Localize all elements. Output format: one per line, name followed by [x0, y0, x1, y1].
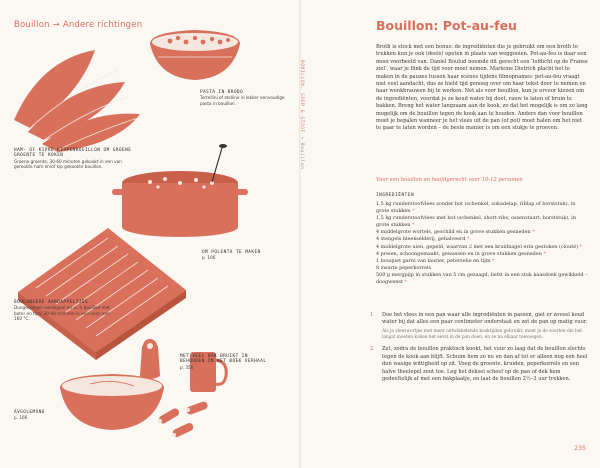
caption-ham — [14, 148, 134, 170]
caption-polenta-text: p. 106 — [202, 255, 216, 261]
ingredient-item: 1 bouquet garni van laurier, peterselie en tijm * — [376, 257, 495, 264]
pasta-bowl-illustration — [150, 30, 240, 80]
caption-avgolemono-text: p. 166 — [14, 415, 28, 421]
step-text: Zet, zodra de bouillon praktisch kookt, het vuur zo laag dat de bouillon slechts tegen de kook aan blijft. Schuim hem zo nu en dan af tot er alleen nog een heel dun wasige wittigheid op zit. Voeg de groente, kruiden, peperkorrels en een halve theelepel zout toe. Leg het deksel scheef op de pan of dek hem gedeeltelijk af met een bakplaatje, en laat de bouillon 2½–3 uur trekken. — [382, 346, 588, 383]
step-text: Doe het vlees in een pan waar alle ingrediënten in passen, giet er zoveel koud water bij dat alles een paar centimeter onderstaat en zet de pan op matig vuur. — [382, 312, 588, 326]
caption-avgolemono-title: AVGOLEMONO — [14, 410, 45, 415]
caption-pasta-text: Tortellini of stelline in lekker eenvoudige pasta in bouillon. — [200, 95, 285, 106]
ingredient-item: 1,5 kg runderstoofvlees met bot (schenkel, short-ribs, ossenstaart, borststuk), in grote stukken * — [376, 215, 577, 229]
caption-polenta-title: OM POLENTA TE MAKEN — [202, 250, 261, 255]
method-step — [370, 346, 588, 383]
recipe-serves: Voor een bouillon en hoofdgerecht voor 10-12 personen — [376, 177, 523, 183]
caption-polenta — [202, 250, 262, 261]
ingredient-item: 8 zwarte peperkorrels — [376, 264, 432, 271]
ingredient-item: 1,5 kg runderstoofvlees zonder bot (schenkel, sukadelap, riblap of borststuk), in grote stukken * — [376, 201, 576, 215]
baking-dish-illustration — [18, 228, 186, 360]
caption-boulangere-title: BOULANGÈRE AARDAPPELTJES — [14, 300, 89, 305]
ingredient-item: 4 preien, schoongemaakt, gewassen en in grove stukken gesneden * — [376, 250, 546, 257]
breadcrumb: Bouillon → Andere richtingen — [14, 20, 143, 30]
section-side-label — [300, 60, 305, 170]
caption-ham-title: HAM- OF KIPKE KIPPENBOUILLON OM GROENE GROENTE TE KOKEN — [14, 148, 132, 159]
caption-pasta — [200, 90, 285, 106]
recipe-intro: Broth is stock met een bonus: de ingrediënten die je gebruikt om een broth te trekken kun je ook (deels) opeten in plaats van weggooien. Pot-au-feu is daar een mooi voorbeeld van. Daniel Boulud noemde dit gerecht een ‘lofdicht op de Franse ziel’, waar je flink de tijd voor moet nemen. Marleine Dietrich placht het te maken in de pauzes tussen haar scènes tijdens filmopnames: pot-au-feu vraagt niet veel aandacht, dus ze hield tijd genoeg over om haar tekst door te nemen en haar wenkbrauwen bij te werken. Net als voor bouillon, kun je ervoor kiezen om de ingrediënten, voordat je ze koud water bij doet, rauw te laten of bruin te bakken. Breng het water langzaam aan de kook, zo dat het mogelijk is om zo lang mogelijk om de bouillon tegen de kook aan te houden. Anders dan voor bouillon moet je bepalen wanneer je het vlees uit de pan (of pot) moet halen om het niet te gaar te laten worden – de beste manier is om een stukje te proeven. — [376, 44, 588, 132]
caption-merg — [180, 354, 272, 370]
method-steps — [370, 312, 588, 383]
caption-pasta-title: PASTA IN BRODO — [200, 90, 244, 95]
step-number: 1 — [370, 312, 374, 318]
step-note: Als je vleeswortjes met meer ontwikkelende kooktijden gebruikt, moet je de soorten die het langst moeten koken het eerst in de pan doen, en ze na elkaar toevoegen. — [382, 328, 583, 340]
greens-leaves-illustration — [14, 50, 140, 152]
recipe-title: Bouillon: Pot-au-feu — [376, 18, 517, 33]
side-label-sub: → Bouillon — [300, 136, 305, 170]
caption-boulangere — [14, 300, 112, 322]
ingredient-item: 4 middelgrote wortels, geschild en in grove stukken gesneden * — [376, 229, 535, 236]
ingredient-item: 4 middelgrote uien, gepeld, waarvan 2 met een kruidnagel erin gestoken (clouté) * — [376, 243, 583, 250]
step-number: 2 — [370, 346, 374, 353]
caption-avgolemono — [14, 410, 74, 421]
ingredients-list — [376, 201, 588, 286]
ingredient-item: 500 g mergpijp in stukken van 5 cm gezaagd, liefst in een stuk kaasdoek gewikkeld – doogwenst * — [376, 271, 588, 286]
caption-merg-title: MET VEEL OOK BRUIKT IN BEHOUDEN IN HET BOEK VERHAAL — [180, 354, 267, 365]
page-number: 235 — [574, 445, 586, 452]
side-label-main: BOUILLON, SOEP & STOOF — [300, 60, 305, 134]
ingredient-item: 4 stengels bleekselderij, gehalveerd * — [376, 236, 470, 243]
caption-boulangere-text: Dungesneden aardappel en ui in bouillon met boter en tijm, 30-40 minuten in een oven van 160 °C. — [14, 305, 110, 322]
soup-bowl-illustration — [60, 374, 164, 430]
caption-merg-text: p. 356 — [180, 364, 194, 370]
caption-ham-text: Groene groente, 30-60 minuten gekookt in een van gerookte ham en/of kip gekookte bouillon. — [14, 158, 122, 170]
method-step — [370, 312, 588, 340]
ingredients-heading: INGREDIËNTEN — [376, 193, 415, 198]
